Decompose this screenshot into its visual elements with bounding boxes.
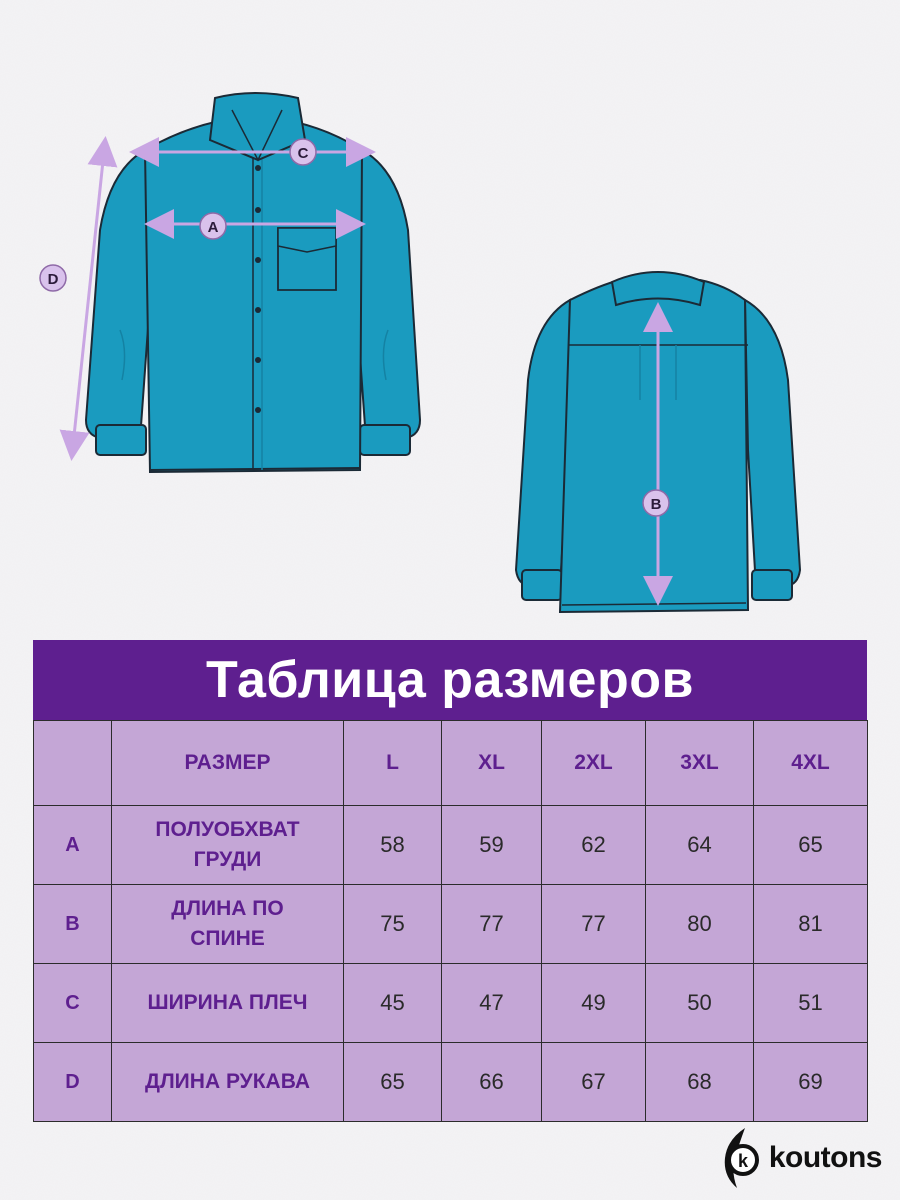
table-cell: 47 (442, 964, 542, 1043)
table-cell: 77 (542, 885, 646, 964)
size-table-block (33, 640, 867, 1122)
row-letter: B (34, 885, 112, 964)
row-parameter: ДЛИНА ПО СПИНЕ (112, 885, 344, 964)
table-row (34, 806, 868, 885)
badge-c (290, 139, 316, 165)
table-cell: 68 (646, 1043, 754, 1122)
row-letter: A (34, 806, 112, 885)
table-cell: 50 (646, 964, 754, 1043)
koutons-mark-icon (717, 1126, 763, 1190)
svg-text:C: C (297, 145, 309, 162)
header-size-label: РАЗМЕР (112, 721, 344, 806)
table-cell: 45 (344, 964, 442, 1043)
table-cell: 66 (442, 1043, 542, 1122)
row-parameter: ДЛИНА РУКАВА (112, 1043, 344, 1122)
front-shirt (86, 93, 420, 472)
row-letter: D (34, 1043, 112, 1122)
row-parameter: ПОЛУОБХВАТ ГРУДИ (112, 806, 344, 885)
row-letter: C (34, 964, 112, 1043)
row-parameter: ШИРИНА ПЛЕЧ (112, 964, 344, 1043)
svg-text:A: A (207, 219, 219, 236)
table-header-row (34, 721, 868, 806)
table-row (34, 885, 868, 964)
header-size: XL (442, 721, 542, 806)
brand-logo (717, 1126, 882, 1190)
table-cell: 75 (344, 885, 442, 964)
table-cell: 80 (646, 885, 754, 964)
table-cell: 62 (542, 806, 646, 885)
header-size: 2XL (542, 721, 646, 806)
badge-b (643, 490, 669, 516)
table-row (34, 964, 868, 1043)
table-cell: 69 (754, 1043, 868, 1122)
size-table (33, 720, 868, 1122)
table-cell: 67 (542, 1043, 646, 1122)
brand-name: koutons (768, 1141, 882, 1174)
table-cell: 65 (754, 806, 868, 885)
table-cell: 51 (754, 964, 868, 1043)
table-cell: 81 (754, 885, 868, 964)
badge-a (200, 213, 226, 239)
header-size: 4XL (754, 721, 868, 806)
header-empty-cell (34, 721, 112, 806)
svg-text:k: k (737, 1151, 748, 1171)
table-title: Таблица размеров (33, 640, 867, 720)
table-cell: 77 (442, 885, 542, 964)
badge-d (40, 265, 66, 291)
svg-text:D: D (47, 271, 59, 288)
table-cell: 65 (344, 1043, 442, 1122)
svg-text:B: B (650, 496, 662, 513)
table-cell: 64 (646, 806, 754, 885)
table-cell: 49 (542, 964, 646, 1043)
table-row (34, 1043, 868, 1122)
table-cell: 59 (442, 806, 542, 885)
table-cell: 58 (344, 806, 442, 885)
header-size: 3XL (646, 721, 754, 806)
header-size: L (344, 721, 442, 806)
